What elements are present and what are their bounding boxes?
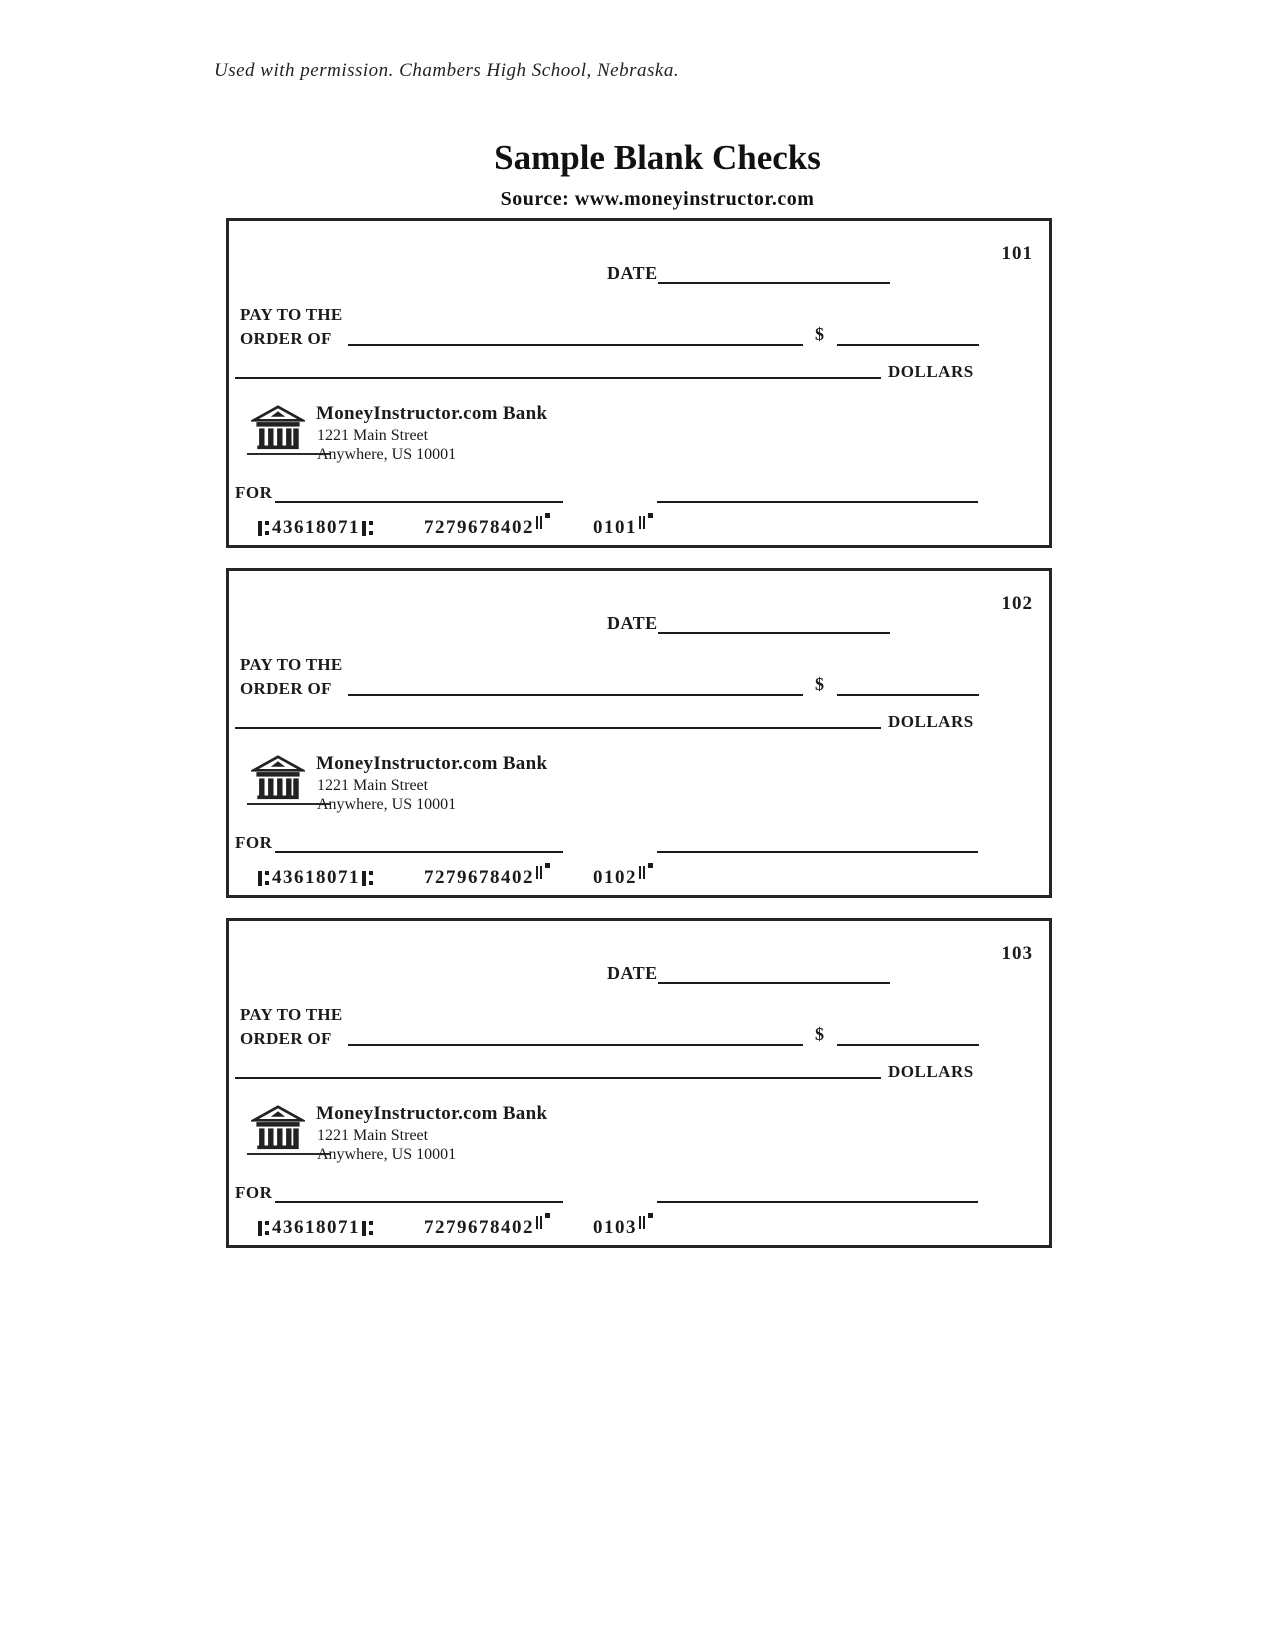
dollars-label: DOLLARS — [888, 362, 974, 381]
micr-account-number: 7279678402 — [424, 867, 534, 888]
for-label: FOR — [235, 1183, 273, 1202]
micr-account-number: 7279678402 — [424, 517, 534, 538]
micr-account-number: 7279678402 — [424, 1217, 534, 1238]
micr-line — [256, 863, 654, 889]
micr-onus-icon — [536, 863, 550, 880]
date-label: DATE — [607, 263, 658, 283]
payee-line — [348, 676, 803, 696]
micr-transit-icon — [362, 1220, 374, 1237]
check-number: 103 — [1001, 943, 1033, 964]
memo-line — [275, 833, 563, 853]
micr-line — [256, 513, 654, 539]
micr-onus-icon — [639, 513, 653, 530]
page-title: Sample Blank Checks — [494, 138, 821, 177]
date-row — [607, 613, 890, 634]
blank-check-103 — [226, 918, 1052, 1248]
pay-to-the-label: PAY TO THE — [240, 655, 343, 674]
signature-line — [657, 833, 978, 853]
signature-line — [657, 483, 978, 503]
amount-words-line — [235, 359, 881, 379]
dollar-sign-label: $ — [815, 324, 824, 344]
date-label: DATE — [607, 963, 658, 983]
dollar-sign-label: $ — [815, 1024, 824, 1044]
micr-check-code: 0102 — [593, 867, 637, 888]
micr-transit-icon — [362, 870, 374, 887]
blank-check-101 — [226, 218, 1052, 548]
payee-line — [348, 1026, 803, 1046]
pay-to-order-label — [240, 1003, 343, 1051]
pay-to-order-label — [240, 303, 343, 351]
micr-onus-icon — [536, 513, 550, 530]
check-number: 101 — [1001, 243, 1033, 264]
micr-routing-number: 43618071 — [272, 517, 360, 538]
dollars-label: DOLLARS — [888, 712, 974, 731]
micr-transit-icon — [258, 520, 270, 537]
memo-line — [275, 1183, 563, 1203]
bank-street: 1221 Main Street — [317, 777, 429, 794]
micr-routing-number: 43618071 — [272, 1217, 360, 1238]
date-row — [607, 263, 890, 284]
amount-words-line — [235, 709, 881, 729]
order-of-label: ORDER OF — [240, 1029, 332, 1048]
bank-name: MoneyInstructor.com Bank — [316, 1103, 548, 1124]
bank-building-icon — [251, 1105, 305, 1159]
for-label: FOR — [235, 833, 273, 852]
payee-line — [348, 326, 803, 346]
micr-transit-icon — [362, 520, 374, 537]
micr-check-code: 0103 — [593, 1217, 637, 1238]
check-number: 102 — [1001, 593, 1033, 614]
micr-line — [256, 1213, 654, 1239]
bank-city: Anywhere, US 10001 — [317, 796, 457, 813]
micr-routing-number: 43618071 — [272, 867, 360, 888]
date-line — [658, 264, 890, 284]
amount-line — [837, 676, 979, 696]
bank-name: MoneyInstructor.com Bank — [316, 403, 548, 424]
amount-line — [837, 1026, 979, 1046]
micr-transit-icon — [258, 870, 270, 887]
bank-city: Anywhere, US 10001 — [317, 446, 457, 463]
dollar-sign-label: $ — [815, 674, 824, 694]
bank-street: 1221 Main Street — [317, 427, 429, 444]
micr-onus-icon — [536, 1213, 550, 1230]
source-line: Source: www.moneyinstructor.com — [500, 188, 815, 210]
date-label: DATE — [607, 613, 658, 633]
micr-check-code: 0101 — [593, 517, 637, 538]
permission-note: Used with permission. Chambers High School, Nebraska. — [214, 60, 680, 81]
for-label: FOR — [235, 483, 273, 502]
blank-check-102 — [226, 568, 1052, 898]
amount-words-line — [235, 1059, 881, 1079]
bank-building-icon — [251, 405, 305, 459]
bank-street: 1221 Main Street — [317, 1127, 429, 1144]
micr-onus-icon — [639, 1213, 653, 1230]
signature-line — [657, 1183, 978, 1203]
pay-to-the-label: PAY TO THE — [240, 305, 343, 324]
micr-transit-icon — [258, 1220, 270, 1237]
order-of-label: ORDER OF — [240, 329, 332, 348]
bank-building-icon — [251, 755, 305, 809]
order-of-label: ORDER OF — [240, 679, 332, 698]
dollars-label: DOLLARS — [888, 1062, 974, 1081]
pay-to-order-label — [240, 653, 343, 701]
pay-to-the-label: PAY TO THE — [240, 1005, 343, 1024]
micr-onus-icon — [639, 863, 653, 880]
bank-city: Anywhere, US 10001 — [317, 1146, 457, 1163]
date-row — [607, 963, 890, 984]
date-line — [658, 964, 890, 984]
bank-name: MoneyInstructor.com Bank — [316, 753, 548, 774]
date-line — [658, 614, 890, 634]
memo-line — [275, 483, 563, 503]
amount-line — [837, 326, 979, 346]
